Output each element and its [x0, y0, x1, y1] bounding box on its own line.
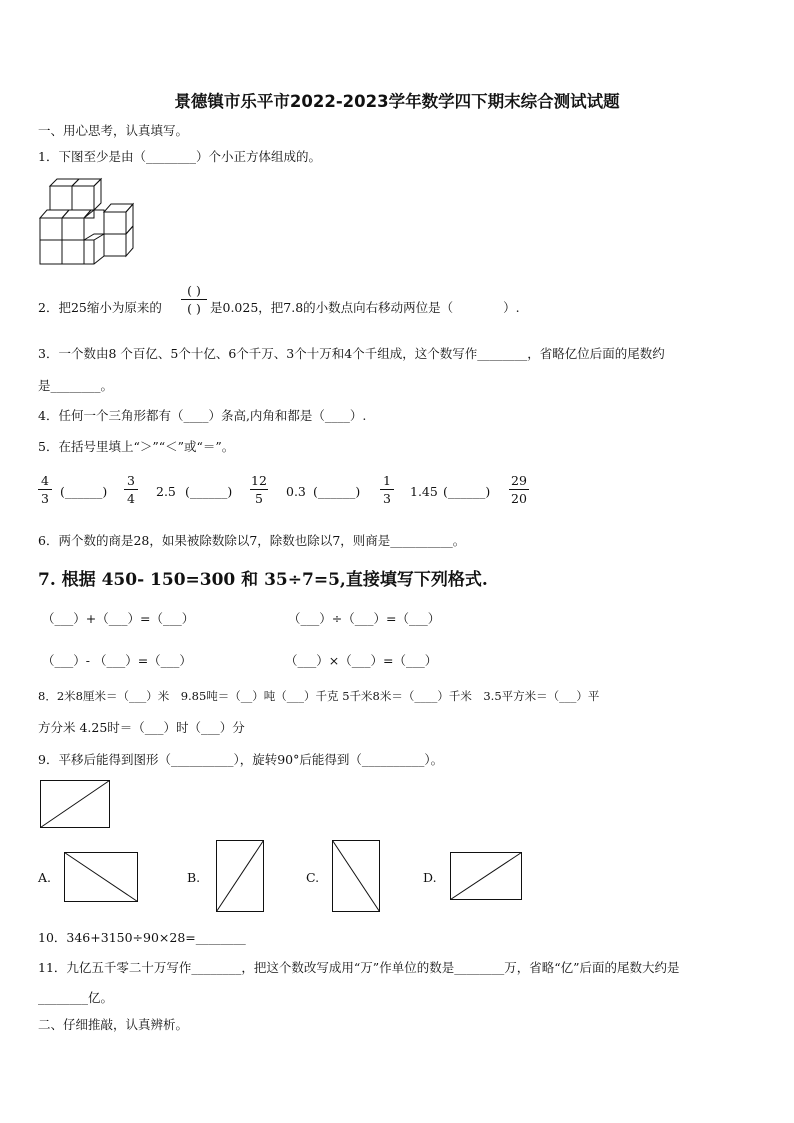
numerator: 29: [511, 473, 527, 488]
q9-option-c-label: C.: [306, 870, 320, 885]
numerator: 4: [41, 473, 49, 488]
question-5: 5．在括号里填上“＞”“＜”或“＝”。: [38, 439, 235, 454]
q5-item-4-blank: (______): [443, 484, 491, 499]
question-2-suffix: 是0.025，把7.8的小数点向右移动两位是（ ）.: [210, 300, 520, 315]
denominator: 4: [127, 491, 135, 506]
denominator: 5: [255, 491, 263, 506]
section-2-heading: 二、仔细推敲，认真辨析。: [38, 1017, 189, 1032]
q9-option-b-label: B.: [187, 870, 201, 885]
question-6: 6．两个数的商是28，如果被除数除以7，除数也除以7，则商是__________。: [38, 533, 466, 548]
q9-option-c-figure: [332, 840, 380, 912]
q9-original-rectangle: [40, 780, 110, 828]
q7-row-1-right: （___）÷（___）=（___）: [288, 611, 441, 626]
q7-row-2-left: （___）- （___）=（___）: [42, 653, 192, 668]
q9-option-a-figure: [64, 852, 138, 902]
numerator: 1: [383, 473, 391, 488]
page-title: 景德镇市乐平市2022-2023学年数学四下期末综合测试试题: [174, 92, 620, 111]
denominator: 20: [511, 491, 527, 506]
fraction-bar: [380, 489, 394, 490]
question-3-line-1: 3．一个数由8 个百亿、5个十亿、6个千万、3个十万和4个千组成，这个数写作________，省略亿位后面的尾数约: [38, 346, 665, 361]
q5-item-1-left-fraction: [38, 473, 52, 506]
question-2-prefix: 2．把25缩小为原来的: [38, 300, 162, 315]
numerator: 12: [251, 473, 267, 488]
q9-option-b-figure: [216, 840, 264, 912]
q9-option-d-label: D.: [423, 870, 437, 885]
q7-row-1-left: （___）+（___）=（___）: [42, 611, 195, 626]
question-3-line-2: 是________。: [38, 378, 114, 393]
q5-item-1-blank: (______): [60, 484, 108, 499]
fraction-bar: [250, 489, 268, 490]
q5-item-3-left: 0.3: [286, 484, 306, 499]
q5-item-1-right-fraction: [124, 473, 138, 506]
q5-item-2-right-fraction: [250, 473, 268, 506]
question-4: 4．任何一个三角形都有（____）条高,内角和都是（____）.: [38, 408, 367, 423]
question-11-line-2: ________亿。: [38, 990, 114, 1005]
q7-row-2-right: （___）×（___）=（___）: [285, 653, 438, 668]
q5-item-4-right-fraction: [509, 473, 529, 506]
question-8-line-2: 方分米 4.25时＝（___）时（___）分: [38, 720, 245, 735]
question-11-line-1: 11．九亿五千零二十万写作________，把这个数改写成用“万”作单位的数是________万，省略“亿”后面的尾数大约是: [38, 960, 680, 975]
question-7-heading: 7. 根据 450- 150=300 和 35÷7=5,直接填写下列格式.: [38, 570, 488, 590]
question-10: 10．346+3150÷90×28=________: [38, 930, 246, 945]
q5-item-4-left: 1.45: [410, 484, 438, 499]
denominator: 3: [383, 491, 391, 506]
question-8-line-1: 8．2米8厘米＝（___）米 9.85吨＝（__）吨（___）千克 5千米8米＝（____）千米 3.5平方米＝（___）平: [38, 689, 600, 703]
fraction-bar: [38, 489, 52, 490]
denominator: 3: [41, 491, 49, 506]
numerator: 3: [127, 473, 135, 488]
section-1-heading: 一、用心思考，认真填写。: [38, 123, 189, 138]
fraction-bar: [181, 299, 207, 300]
fraction-numerator: ( ): [187, 283, 201, 298]
q5-item-3-blank: (______): [313, 484, 361, 499]
question-2-fraction: [181, 283, 207, 316]
cube-stack-figure: [38, 178, 138, 270]
fraction-bar: [509, 489, 529, 490]
q9-option-d-figure: [450, 852, 522, 900]
q5-item-2-left: 2.5: [156, 484, 176, 499]
question-9: 9．平移后能得到图形（__________），旋转90°后能得到（__________）。: [38, 752, 444, 767]
q5-item-2-blank: (______): [185, 484, 233, 499]
q5-item-3-right-fraction: [380, 473, 394, 506]
q9-option-a-label: A.: [38, 870, 52, 885]
fraction-bar: [124, 489, 138, 490]
question-1: 1．下图至少是由（________）个小正方体组成的。: [38, 149, 321, 164]
fraction-denominator: ( ): [187, 301, 201, 316]
